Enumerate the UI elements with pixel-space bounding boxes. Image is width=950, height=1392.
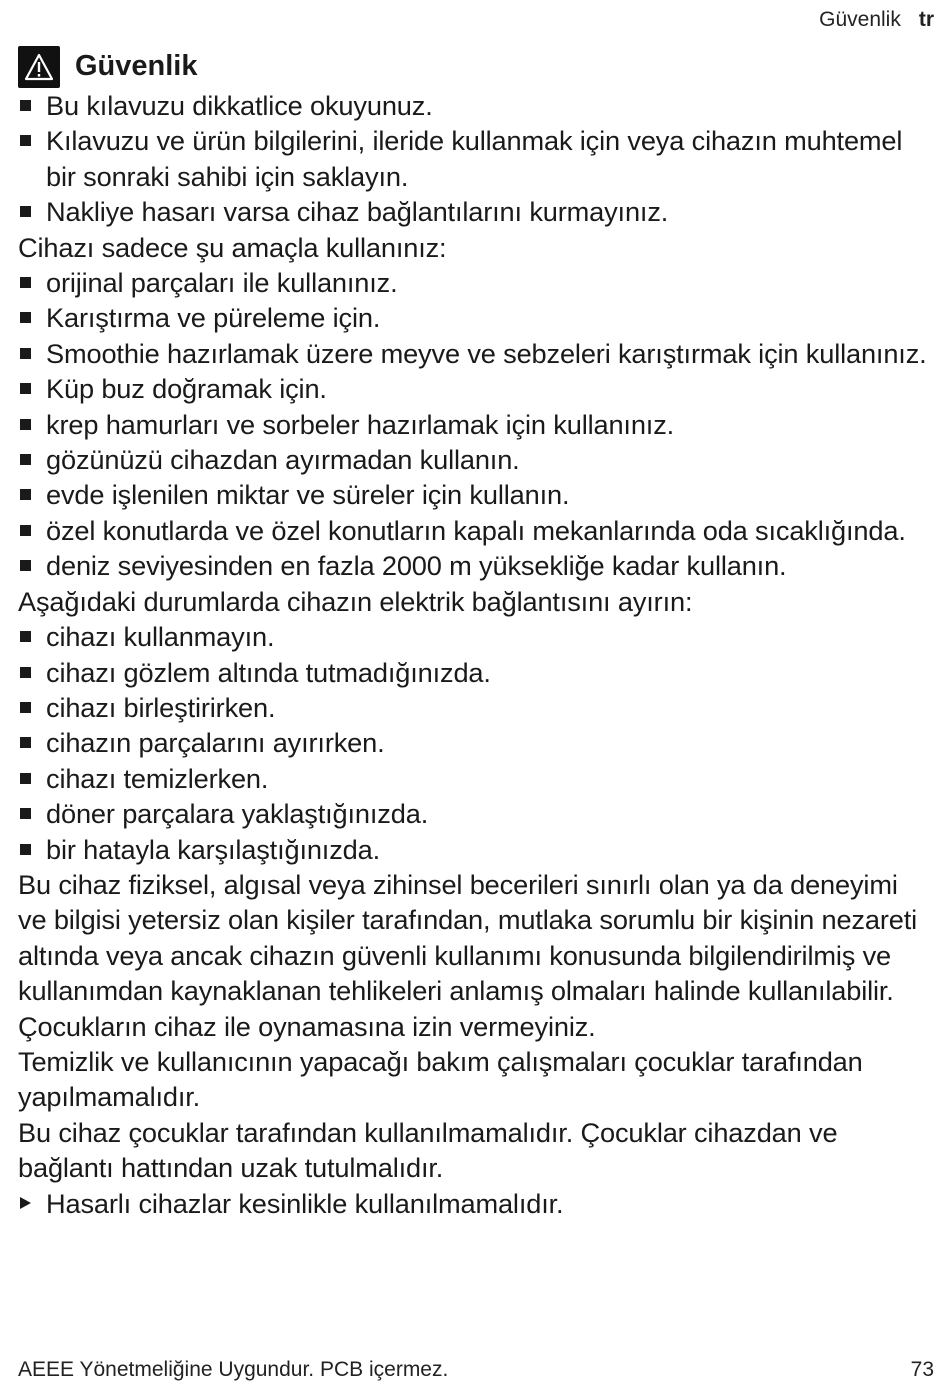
children-use-paragraph: Bu cihaz çocuklar tarafından kullanılmamalıdır. Çocuklar cihazdan ve bağlantı hattından uzak tutulmalıdır.: [18, 1116, 838, 1184]
list-item: Küp buz doğramak için.: [18, 371, 930, 406]
bullet-icon: [20, 773, 31, 784]
use-heading: Cihazı sadece şu amaçla kullanınız:: [18, 231, 447, 263]
bullet-icon: [20, 100, 31, 111]
page-number: 73: [910, 1358, 934, 1381]
footer-note: AEEE Yönetmeliğine Uygundur. PCB içermez.: [18, 1358, 449, 1381]
bullet-icon: [20, 489, 31, 500]
list-item: orijinal parçaları ile kullanınız.: [18, 265, 930, 300]
warning-icon: [18, 46, 60, 88]
page-title: Güvenlik: [75, 50, 198, 83]
list-item: Bu kılavuzu dikkatlice okuyunuz.: [18, 88, 930, 123]
bullet-icon: [20, 702, 31, 713]
list-item: deniz seviyesinden en fazla 2000 m yüksekliğe kadar kullanın.: [18, 548, 930, 583]
bullet-icon: [20, 277, 31, 288]
list-item: Kılavuzu ve ürün bilgilerini, ileride kullanmak için veya cihazın muhtemel bir sonraki sahibi için saklayın.: [18, 123, 930, 194]
bullet-icon: [20, 383, 31, 394]
disconnect-heading: Aşağıdaki durumlarda cihazın elektrik bağlantısını ayırın:: [18, 585, 693, 617]
action-item: Hasarlı cihazlar kesinlikle kullanılmamalıdır.: [18, 1186, 930, 1221]
running-header-section: Güvenlik: [819, 8, 901, 31]
bullet-icon: [20, 135, 31, 146]
cleaning-paragraph: Temizlik ve kullanıcının yapacağı bakım çalışmaları çocuklar tarafından yapılmamalıdır.: [18, 1045, 863, 1113]
bullet-icon: [20, 560, 31, 571]
bullet-icon: [20, 525, 31, 536]
children-play-paragraph: Çocukların cihaz ile oynamasına izin vermeyiniz.: [18, 1010, 596, 1042]
list-item: bir hatayla karşılaştığınızda.: [18, 832, 930, 867]
bullet-icon: [20, 808, 31, 819]
intro-list: [18, 88, 930, 230]
section-heading: [18, 46, 930, 88]
bullet-icon: [20, 454, 31, 465]
arrow-right-icon: [20, 1197, 31, 1209]
list-item: Nakliye hasarı varsa cihaz bağlantılarını kurmayınız.: [18, 194, 930, 229]
list-item: cihazı temizlerken.: [18, 761, 930, 796]
list-item: cihazı birleştirirken.: [18, 690, 930, 725]
bullet-icon: [20, 737, 31, 748]
list-item: cihazın parçalarını ayırırken.: [18, 725, 930, 760]
bullet-icon: [20, 312, 31, 323]
bullet-icon: [20, 667, 31, 678]
list-item: özel konutlarda ve özel konutların kapalı mekanlarında oda sıcaklığında.: [18, 513, 930, 548]
bullet-icon: [20, 419, 31, 430]
use-list: [18, 265, 930, 584]
list-item: Smoothie hazırlamak üzere meyve ve sebzeleri karıştırmak için kullanınız.: [18, 336, 930, 371]
language-code: tr: [918, 8, 934, 31]
disconnect-list: [18, 619, 930, 867]
bullet-icon: [20, 844, 31, 855]
bullet-icon: [20, 348, 31, 359]
list-item: cihazı gözlem altında tutmadığınızda.: [18, 655, 930, 690]
running-header: [819, 8, 934, 32]
list-item: evde işlenilen miktar ve süreler için kullanın.: [18, 477, 930, 512]
list-item: cihazı kullanmayın.: [18, 619, 930, 654]
bullet-icon: [20, 206, 31, 217]
capability-paragraph: Bu cihaz fiziksel, algısal veya zihinsel becerileri sınırlı olan ya da deneyimi ve bilgisi yetersiz olan kişiler tarafından, mutlaka sorumlu bir kişinin nezareti altında veya ancak cihazın güvenli kullanımı konusunda bilgilendirilmiş ve kullanımdan kaynaklanan tehlikeleri anlamış olmaları halinde kullanılabilir.: [18, 868, 918, 1007]
bullet-icon: [20, 631, 31, 642]
list-item: krep hamurları ve sorbeler hazırlamak için kullanınız.: [18, 407, 930, 442]
page-content: [18, 46, 930, 1221]
list-item: döner parçalara yaklaştığınızda.: [18, 796, 930, 831]
list-item: gözünüzü cihazdan ayırmadan kullanın.: [18, 442, 930, 477]
action-list: [18, 1186, 930, 1221]
list-item: Karıştırma ve püreleme için.: [18, 300, 930, 335]
